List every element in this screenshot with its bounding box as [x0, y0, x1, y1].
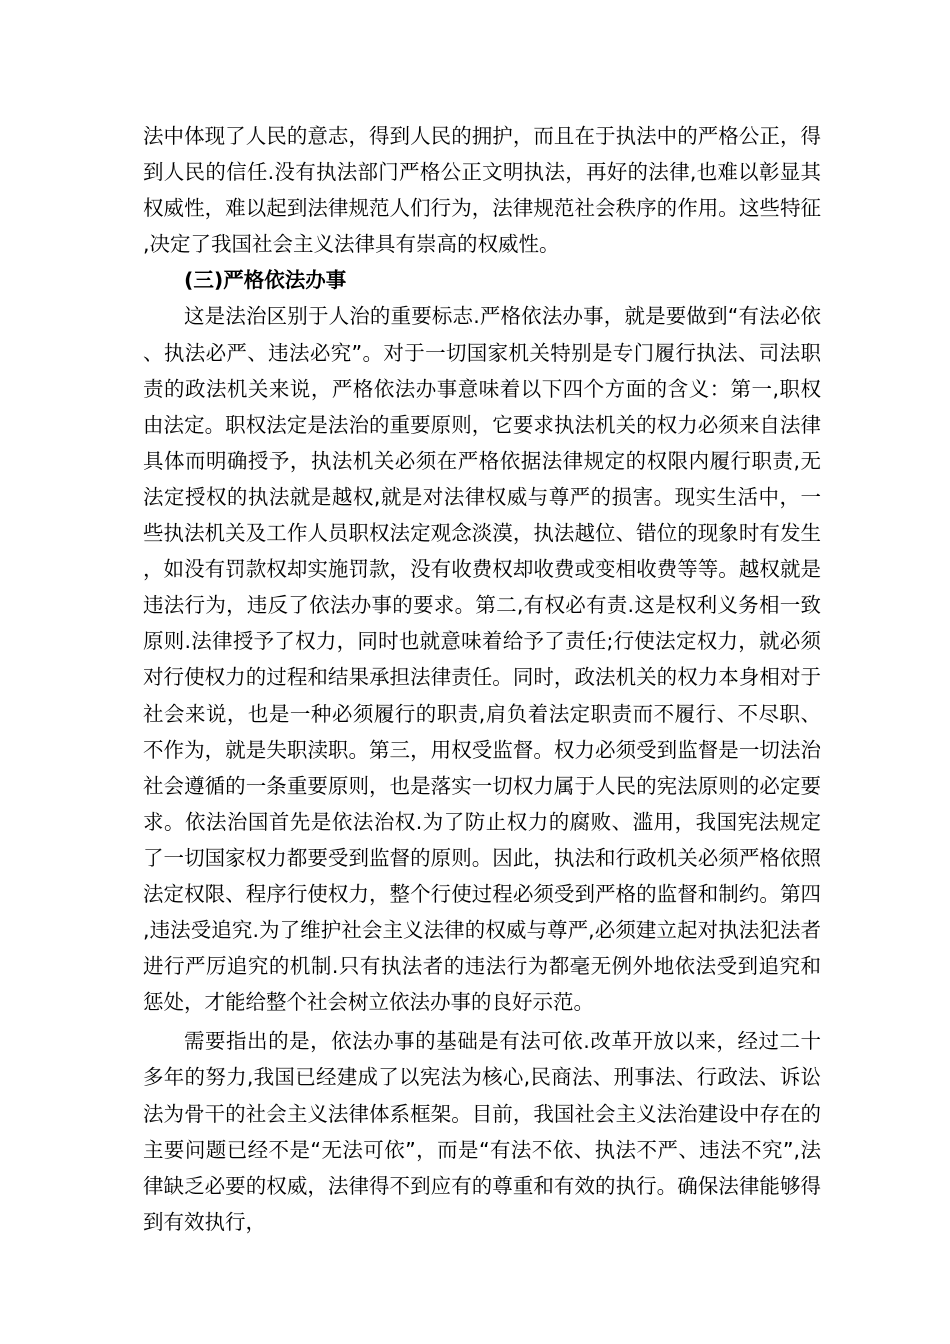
section-heading: (三)严格依法办事 — [184, 268, 347, 293]
paragraph-strict-law-enforcement: 这是法治区别于人治的重要标志.严格依法办事，就是要做到“有法必依、执法必严、违法必究”。对于一切国家机关特别是专门履行执法、司法职责的政法机关来说，严格依法办事意味着以下四个方面的含义：第一,职权由法定。职权法定是法治的重要原则，它要求执法机关的权力必须来自法律具体而明确授予，执法机关必须在严格依据法律规定的权限内履行职责,无法定授权的执法就是越权,就是对法律权威与尊严的损害。现实生活中，一些执法机关及工作人员职权法定观念淡漠，执法越位、错位的现象时有发生，如没有罚款权却实施罚款，没有收费权却收费或变相收费等等。越权就是违法行为，违反了依法办事的要求。第二,有权必有责.这是权利义务相一致原则.法律授予了权力，同时也就意味着给予了责任;行使法定权力，就必须对行使权力的过程和结果承担法律责任。同时，政法机关的权力本身相对于社会来说，也是一种必须履行的职责,肩负着法定职责而不履行、不尽职、不作为，就是失职渎职。第三，用权受监督。权力必须受到监督是一切法治社会遵循的一条重要原则，也是落实一切权力属于人民的宪法原则的必定要求。依法治国首先是依法治权.为了防止权力的腐败、滥用，我国宪法规定了一切国家权力都要受到监督的原则。因此，执法和行政机关必须严格依照法定权限、程序行使权力，整个行使过程必须受到严格的监督和制约。第四,违法受追究.为了维护社会主义法律的权威与尊严,必须建立起对执法犯法者进行严厉追究的机制.只有执法者的违法行为都毫无例外地依法受到追究和惩处，才能给整个社会树立依法办事的良好示范。 — [143, 304, 821, 1015]
paragraph-continued: 法中体现了人民的意志，得到人民的拥护，而且在于执法中的严格公正，得到人民的信任.没有执法部门严格公正文明执法，再好的法律,也难以彰显其权威性，难以起到法律规范人们行为，法律规范社会秩序的作用。这些特征,决定了我国社会主义法律具有崇高的权威性。 — [143, 124, 821, 257]
paragraph-law-basis: 需要指出的是，依法办事的基础是有法可依.改革开放以来，经过二十多年的努力,我国已经建成了以宪法为核心,民商法、刑事法、行政法、诉讼法为骨干的社会主义法律体系框架。目前，我国社会主义法治建设中存在的主要问题已经不是“无法可依”，而是“有法不依、执法不严、违法不究”,法律缺乏必要的权威，法律得不到应有的尊重和有效的执行。确保法律能够得到有效执行， — [143, 1029, 821, 1234]
document-body — [143, 118, 821, 1240]
